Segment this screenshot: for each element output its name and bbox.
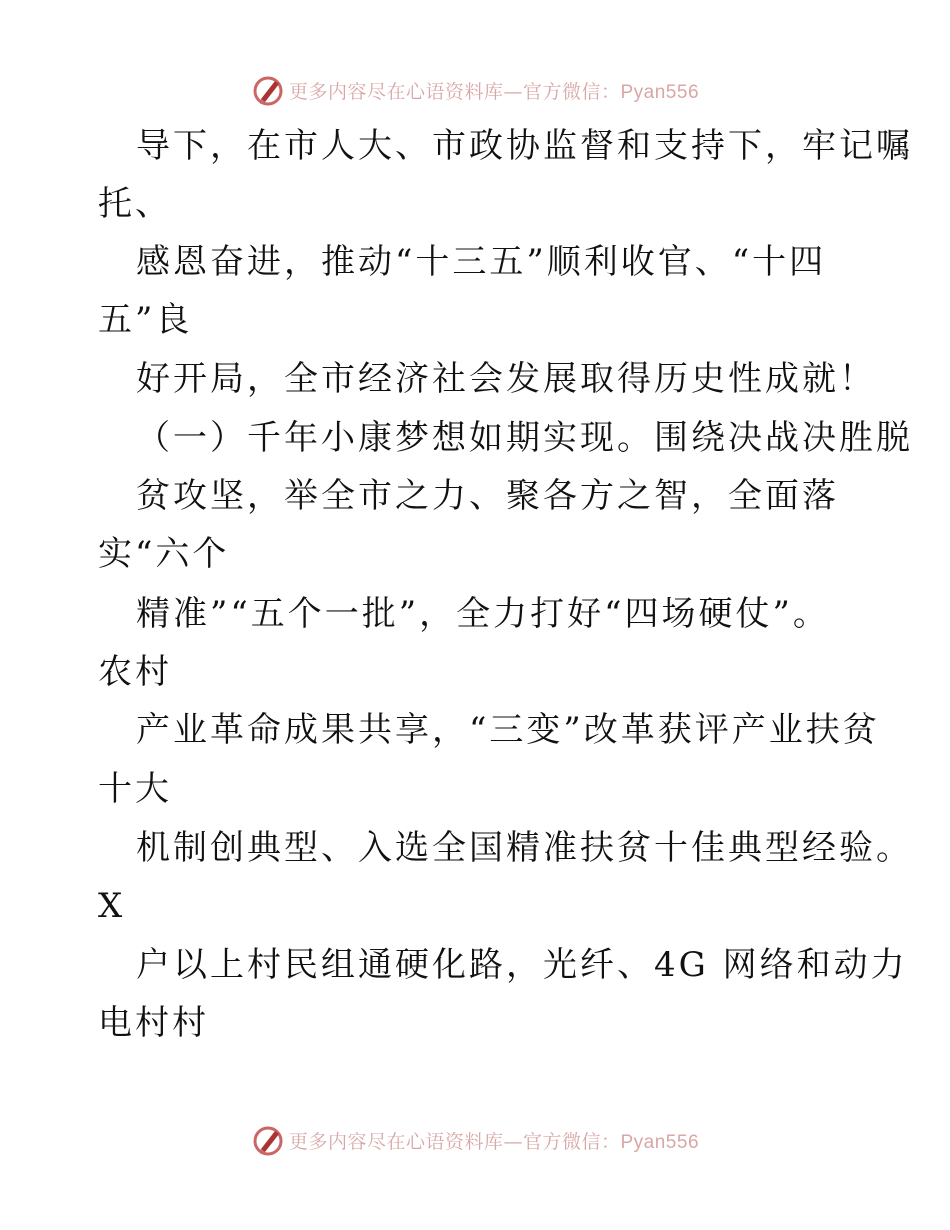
pen-in-circle-logo-icon: [251, 1123, 285, 1157]
text-line: X: [98, 886, 126, 926]
watermark-text: 更多内容尽在心语资料库—官方微信：Pyan556: [288, 1130, 700, 1153]
text-line: （一）千年小康梦想如期实现。围绕决战决胜脱: [136, 418, 913, 458]
text-line: 好开局，全市经济社会发展取得历史性成就！: [136, 359, 876, 399]
pen-in-circle-logo-icon: [251, 73, 285, 107]
text-line: 实“六个: [98, 534, 230, 574]
text-line: 贫攻坚，举全市之力、聚各方之智，全面落: [136, 476, 839, 516]
text-line: 电村村: [98, 1003, 209, 1043]
text-line: 机制创典型、入选全国精准扶贫十佳典型经验。: [136, 828, 913, 868]
watermark-wechat-id: Pyan556: [620, 1131, 700, 1153]
text-line: 户以上村民组通硬化路，光纤、4G 网络和动力: [136, 945, 908, 985]
text-line: 感恩奋进，推动“十三五”顺利收官、“十四: [136, 242, 827, 282]
header-watermark: [0, 70, 950, 110]
text-line: 农村: [98, 652, 172, 692]
text-line: 托、: [98, 184, 172, 224]
watermark-wechat-id: Pyan556: [620, 81, 700, 103]
text-line: 精准”“五个一批”，全力打好“四场硬仗”。: [136, 594, 830, 634]
text-line: 产业革命成果共享，“三变”改革获评产业扶贫: [136, 710, 880, 750]
watermark-text: 更多内容尽在心语资料库—官方微信：Pyan556: [288, 80, 700, 103]
text-line: 十大: [98, 769, 172, 809]
footer-watermark: [0, 1120, 950, 1160]
text-line: 五”良: [98, 300, 193, 340]
text-line: 导下，在市人大、市政协监督和支持下，牢记嘱: [136, 126, 913, 166]
